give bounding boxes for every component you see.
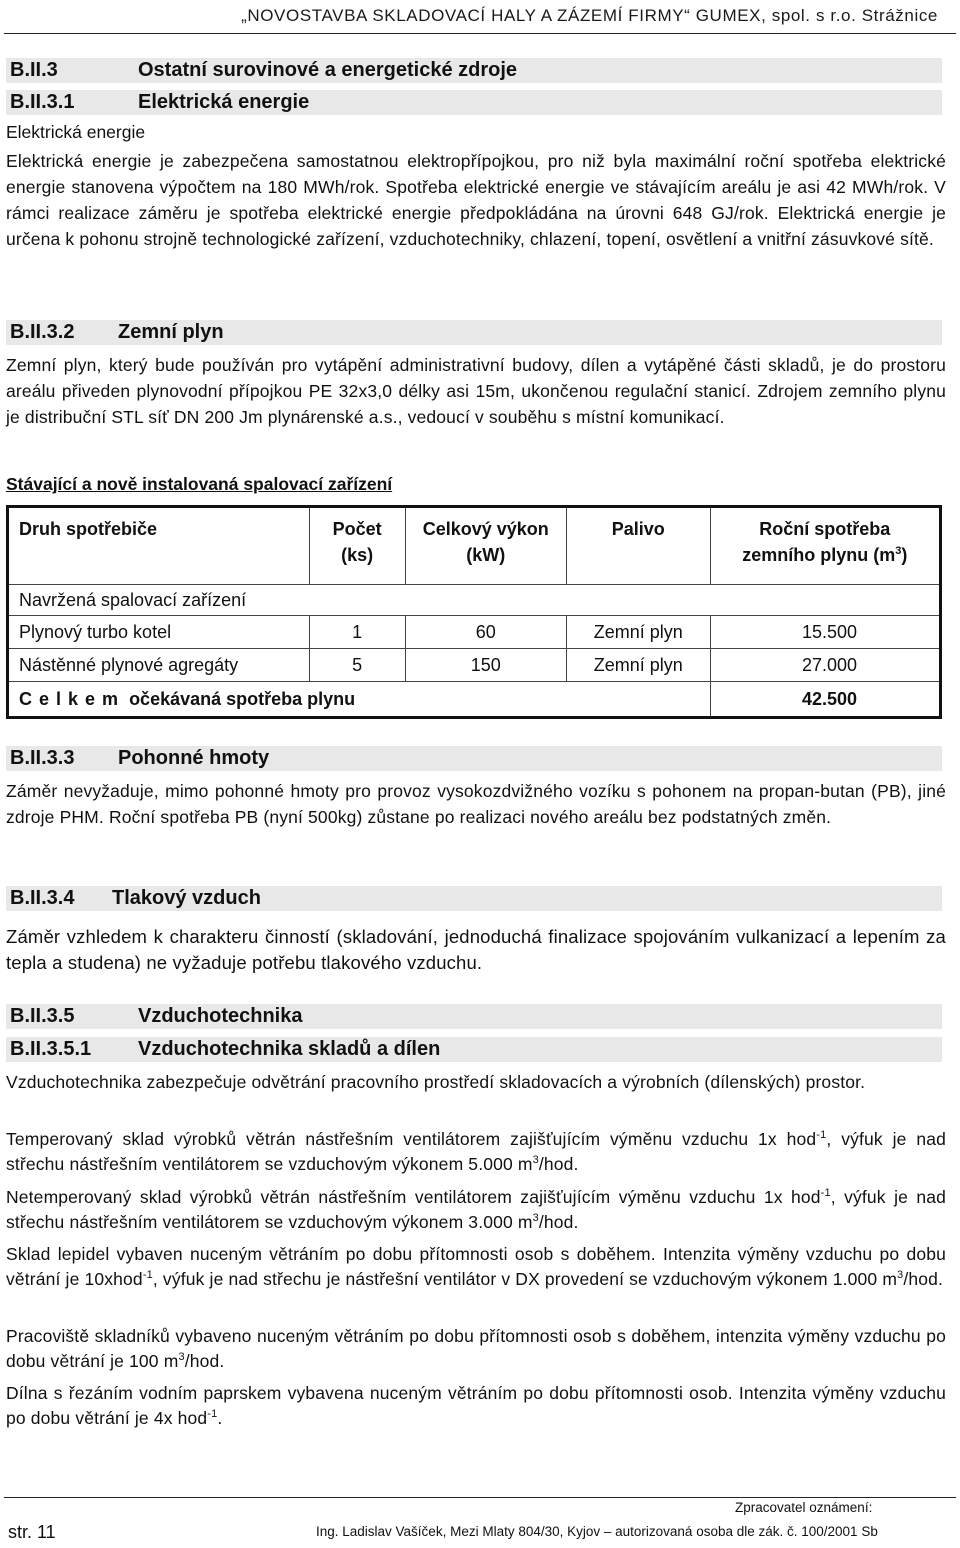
section-number: B.II.3.1 — [10, 91, 75, 113]
section-heading-b2-3-5-1 — [6, 1037, 942, 1062]
cell-type: Nástěnné plynové agregáty — [8, 649, 310, 682]
paragraph-vzt-4: Sklad lepidel vybaven nuceným větráním po dobu přítomnosti osob s doběhem. Intenzita výměny vzduchu po dobu větrání je 10xhod$^{-1}$, výfuk je nad střechu je nástřešní ventilátor v DX provedení se vzduchovým výkonem 1.000 $m^3$/hod. — [6, 1244, 946, 1289]
cell-consumption: 15.500 — [710, 616, 940, 649]
section-title: Vzduchotechnika skladů a dílen — [138, 1038, 441, 1060]
cell-fuel: Zemní plyn — [567, 649, 711, 682]
cell-count: 1 — [309, 616, 405, 649]
cell-fuel: Zemní plyn — [567, 616, 711, 649]
section-title: Elektrická energie — [138, 91, 310, 113]
combustion-table — [6, 505, 942, 719]
section-title: Pohonné hmoty — [118, 747, 270, 769]
total-value: 42.500 — [710, 682, 940, 718]
section-number: B.II.3.5 — [10, 1005, 75, 1027]
col-header-consumption: Roční spotřeba zemního plynu $(m^3)$ — [710, 507, 940, 585]
paragraph-vzt-5: Pracoviště skladníků vybaveno nuceným větráním po dobu přítomnosti osob s doběhem, intenzita výměny vzduchu po dobu větrání je 100 $m^3$/hod. — [6, 1326, 946, 1371]
cell-count: 5 — [309, 649, 405, 682]
section-number: B.II.3 — [10, 59, 58, 81]
section-number: B.II.3.2 — [10, 321, 75, 343]
section-number: B.II.3.3 — [10, 747, 75, 769]
section-heading-b2-3-5 — [6, 1004, 942, 1029]
section-number: B.II.3.5.1 — [10, 1038, 92, 1060]
section-number: B.II.3.4 — [10, 887, 75, 909]
section-title: Zemní plyn — [118, 321, 224, 343]
prepared-by: Ing. Ladislav Vašíček, Mezi Mlaty 804/30, Kyjov – autorizovaná osoba dle zák. č. 100/2001 Sb — [316, 1524, 878, 1539]
cell-power: 60 — [405, 616, 567, 649]
table-caption: Stávající a nově instalovaná spalovací zařízení — [6, 474, 393, 494]
footer-rule — [4, 1497, 956, 1498]
cell-type: Plynový turbo kotel — [8, 616, 310, 649]
section-heading-b2-3-1 — [6, 90, 942, 115]
col-header-type: Druh spotřebiče — [8, 507, 310, 585]
page-header-title: „NOVOSTAVBA SKLADOVACÍ HALY A ZÁZEMÍ FIRMY“ GUMEX, spol. s r.o. Strážnice — [241, 6, 938, 25]
paragraph-gas: Zemní plyn, který bude používán pro vytápění administrativní budovy, dílen a vytápěné části skladů, je do prostoru areálu přiveden plynovodní přípojkou PE 32x3,0 délky asi 15m, ukončenou regulační stanicí. Zdrojem zemního plynu je distribuční STL síť DN 200 Jm plynárenské a.s., vedoucí v souběhu s místní komunikací. — [6, 355, 946, 427]
section-heading-b2-3-2 — [6, 320, 942, 345]
table-total-row — [8, 682, 941, 718]
section-row-label: Navržená spalovací zařízení — [8, 585, 941, 616]
cell-power: 150 — [405, 649, 567, 682]
paragraph-vzt-6: Dílna s řezáním vodním paprskem vybavena nuceným větráním po dobu přítomnosti osob. Intenzita výměny vzduchu po dobu větrání je 4x hod$^{-1}$. — [6, 1383, 946, 1428]
section-title: Vzduchotechnika — [138, 1005, 303, 1027]
section-heading-b2-3-4 — [6, 886, 942, 911]
total-label: C e l k e m očekávaná spotřeba plynu — [8, 682, 711, 718]
table-section-row — [8, 585, 941, 616]
page-number: str. 11 — [8, 1522, 56, 1542]
paragraph-air: Záměr vzhledem k charakteru činností (skladování, jednoduchá finalizace spojováním vulkanizací a lepením za tepla a studena) ne vyžaduje potřebu tlakového vzduchu. — [6, 926, 946, 973]
table-header-row — [8, 507, 941, 585]
col-header-power: Celkový výkon (kW) — [405, 507, 567, 585]
header-rule — [4, 33, 956, 34]
paragraph-electric: Elektrická energie je zabezpečena samostatnou elektropřípojkou, pro niž byla maximální roční spotřeba elektrické energie stanovena výpočtem na 180 MWh/rok. Spotřeba elektrické energie ve stávajícím areálu je asi 42 MWh/rok. V rámci realizace záměru je spotřeba elektrické energie předpokládána na úrovni 648 GJ/rok. Elektrická energie je určena k pohonu strojně technologické zařízení, vzduchotechniky, chlazení, topení, osvětlení a vnitřní zásuvkové sítě. — [6, 151, 946, 249]
table-row — [8, 616, 941, 649]
cell-consumption: 27.000 — [710, 649, 940, 682]
section-heading-b2-3-3 — [6, 746, 942, 771]
paragraph-vzt-3: Netemperovaný sklad výrobků větrán nástřešním ventilátorem zajišťujícím výměnu vzduchu 1x hod$^{-1}$, výfuk je nad střechu nástřešním ventilátorem se vzduchovým výkonem 3.000 $m^3$/hod. — [6, 1187, 946, 1232]
col-header-count: Počet (ks) — [309, 507, 405, 585]
col-header-fuel: Palivo — [567, 507, 711, 585]
paragraph-vzt-1: Vzduchotechnika zabezpečuje odvětrání pracovního prostředí skladovacích a výrobních (dílenských) prostor. — [6, 1072, 866, 1092]
section-heading-b2-3 — [6, 58, 942, 83]
subheading-electric: Elektrická energie — [6, 122, 146, 142]
paragraph-vzt-2: Temperovaný sklad výrobků větrán nástřešním ventilátorem zajišťujícím výměnu vzduchu 1x hod$^{-1}$, výfuk je nad střechu nástřešním ventilátorem se vzduchovým výkonem 5.000 $m^3$/hod. — [6, 1129, 946, 1174]
section-title: Ostatní surovinové a energetické zdroje — [138, 59, 518, 81]
paragraph-fuels: Záměr nevyžaduje, mimo pohonné hmoty pro provoz vysokozdvižného vozíku s pohonem na propan-butan (PB), jiné zdroje PHM. Roční spotřeba PB (nyní 500kg) zůstane po realizaci nového areálu bez podstatných změn. — [6, 781, 946, 827]
section-title: Tlakový vzduch — [112, 887, 261, 909]
table-row — [8, 649, 941, 682]
prepared-label: Zpracovatel oznámení: — [735, 1500, 873, 1515]
